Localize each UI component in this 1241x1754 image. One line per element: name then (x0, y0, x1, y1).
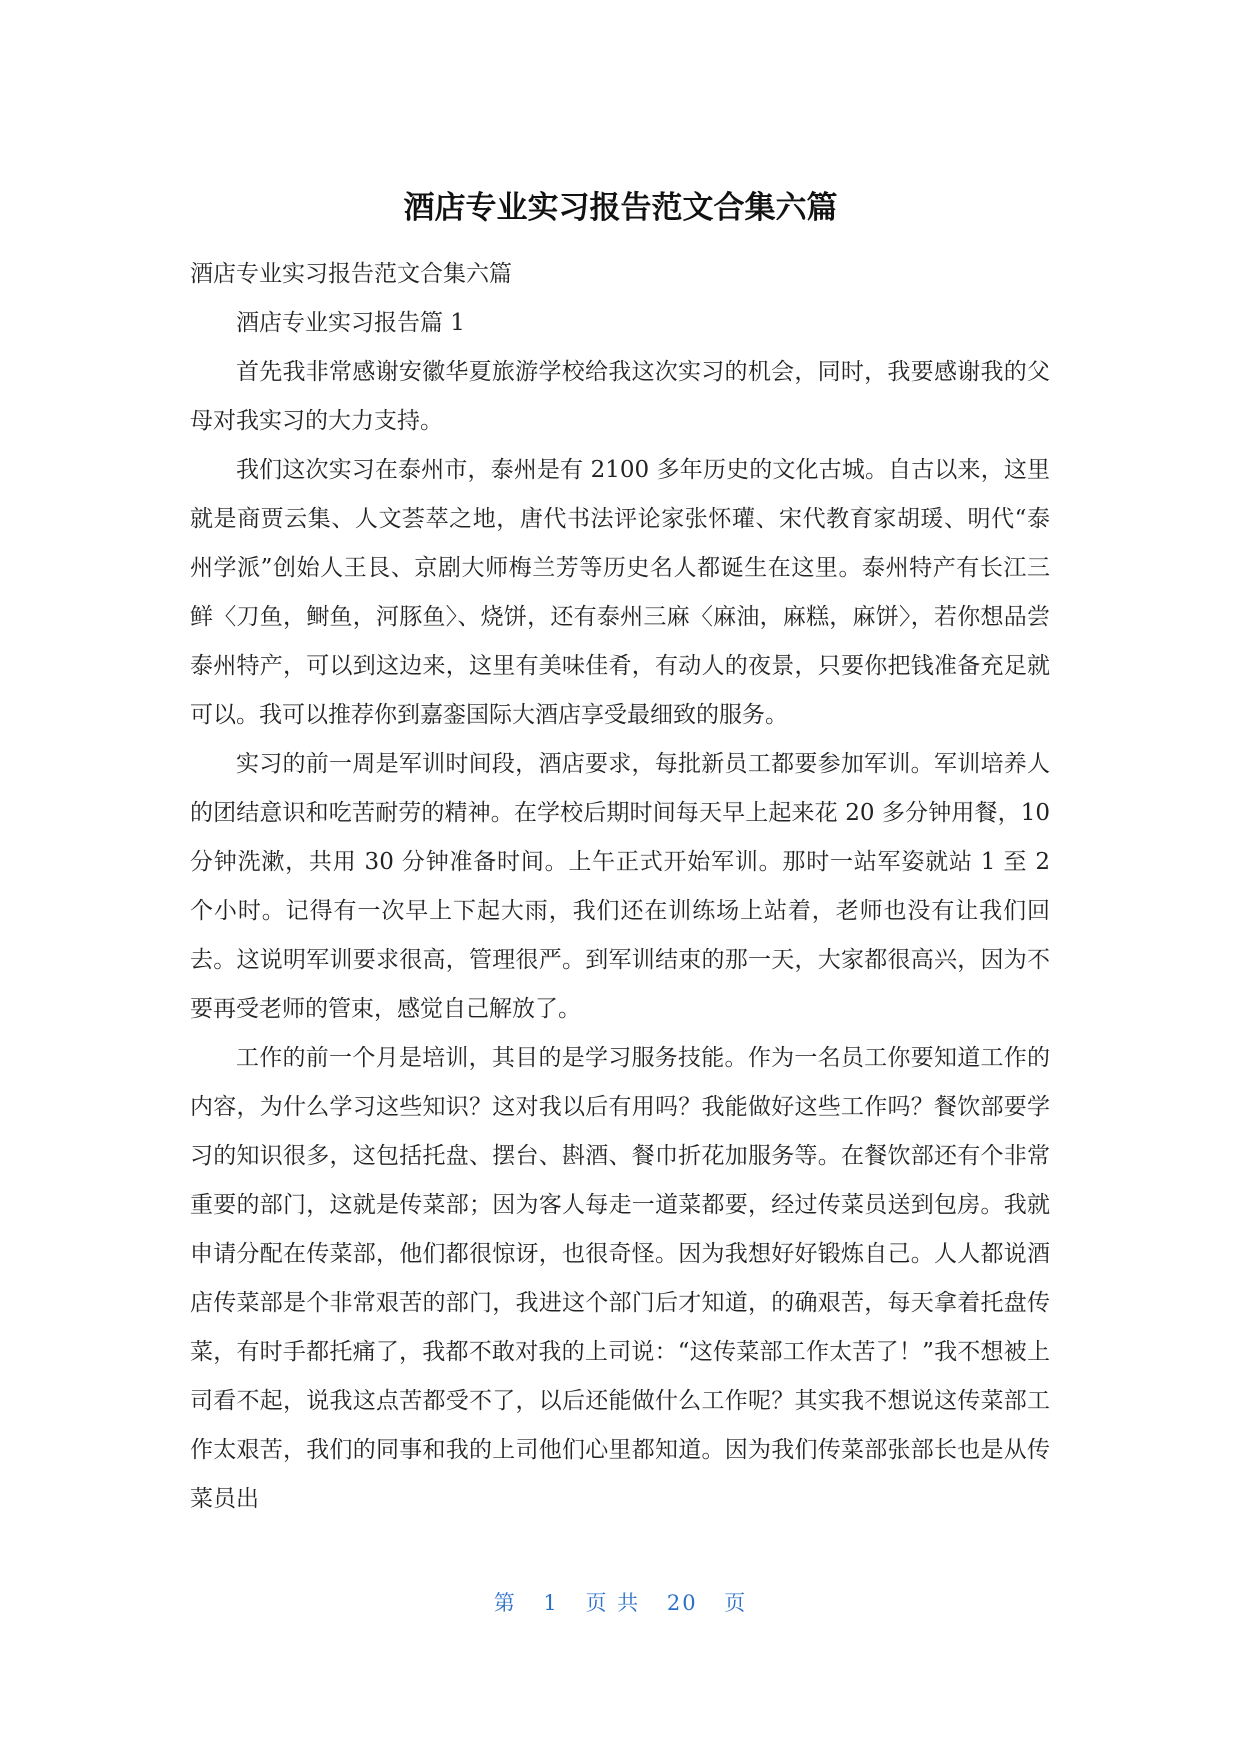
page-suffix: 页 (724, 1591, 748, 1615)
document-body (190, 250, 1050, 1524)
section-heading: 酒店专业实习报告篇 1 (236, 310, 465, 336)
total-pages-number: 20 (666, 1591, 698, 1615)
page-number-footer (0, 1588, 1241, 1618)
document-title: 酒店专业实习报告范文合集六篇 (403, 190, 838, 226)
page-mid: 页 共 (585, 1591, 641, 1615)
document-subtitle: 酒店专业实习报告范文合集六篇 (190, 261, 512, 287)
page-prefix: 第 (493, 1591, 517, 1615)
paragraph: 工作的前一个月是培训，其目的是学习服务技能。作为一名员工你要知道工作的内容，为什么学习这些知识？这对我以后有用吗？我能做好这些工作吗？餐饮部要学习的知识很多，这包括托盘、摆台、斟酒、餐巾折花加服务等。在餐饮部还有个非常重要的部门，这就是传菜部；因为客人每走一道菜都要，经过传菜员送到包房。我就申请分配在传菜部，他们都很惊讶，也很奇怪。因为我想好好锻炼自己。人人都说酒店传菜部是个非常艰苦的部门，我进这个部门后才知道，的确艰苦，每天拿着托盘传菜，有时手都托痛了，我都不敢对我的上司说：“这传菜部工作太苦了！”我不想被上司看不起，说我这点苦都受不了，以后还能做什么工作呢？其实我不想说这传菜部工作太艰苦，我们的同事和我的上司他们心里都知道。因为我们传菜部张部长也是从传菜员出 (190, 1045, 1050, 1512)
paragraph: 首先我非常感谢安徽华夏旅游学校给我这次实习的机会，同时，我要感谢我的父母对我实习的大力支持。 (190, 359, 1050, 434)
paragraph: 实习的前一周是军训时间段，酒店要求，每批新员工都要参加军训。军训培养人的团结意识和吃苦耐劳的精神。在学校后期时间每天早上起来花 20 多分钟用餐，10 分钟洗漱，共用 30 分钟准备时间。上午正式开始军训。那时一站军姿就站 1 至 2 个小时。记得有一次早上下起大雨，我们还在训练场上站着，老师也没有让我们回去。这说明军训要求很高，管理很严。到军训结束的那一天，大家都很高兴，因为不要再受老师的管束，感觉自己解放了。 (190, 751, 1050, 1022)
paragraph: 我们这次实习在泰州市，泰州是有 2100 多年历史的文化古城。自古以来，这里就是商贾云集、人文荟萃之地，唐代书法评论家张怀瓘、宋代教育家胡瑗、明代“泰州学派”创始人王艮、京剧大师梅兰芳等历史名人都诞生在这里。泰州特产有长江三鲜〈刀鱼，鲥鱼，河豚鱼〉、烧饼，还有泰州三麻〈麻油，麻糕，麻饼〉，若你想品尝泰州特产，可以到这边来，这里有美味佳肴，有动人的夜景，只要你把钱准备充足就可以。我可以推荐你到嘉銮国际大酒店享受最细致的服务。 (190, 457, 1050, 728)
current-page-number: 1 (543, 1591, 559, 1615)
